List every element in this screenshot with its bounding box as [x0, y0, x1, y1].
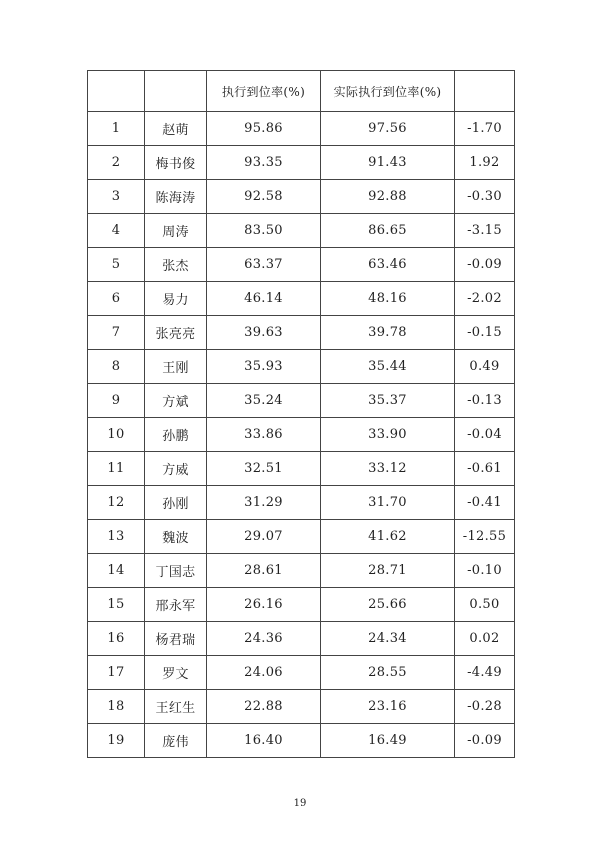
rate-cell: 33.86: [207, 418, 321, 452]
table-row: [88, 316, 515, 350]
diff-cell: -0.10: [455, 554, 515, 588]
actual-rate-cell: 31.70: [321, 486, 455, 520]
actual-rate-cell: 86.65: [321, 214, 455, 248]
rank-cell: 19: [88, 724, 145, 758]
diff-cell: -0.13: [455, 384, 515, 418]
table-row: [88, 486, 515, 520]
rank-cell: 3: [88, 180, 145, 214]
page-number: 19: [293, 798, 307, 809]
rank-cell: 9: [88, 384, 145, 418]
ranking-table: [87, 70, 515, 758]
table-row: [88, 554, 515, 588]
rank-cell: 12: [88, 486, 145, 520]
rate-cell: 32.51: [207, 452, 321, 486]
table-row: [88, 180, 515, 214]
actual-rate-cell: 24.34: [321, 622, 455, 656]
rate-cell: 35.93: [207, 350, 321, 384]
diff-cell: -3.15: [455, 214, 515, 248]
diff-cell: -0.09: [455, 248, 515, 282]
rank-cell: 10: [88, 418, 145, 452]
rate-cell: 95.86: [207, 112, 321, 146]
name-cell: 杨君瑞: [145, 622, 207, 656]
table-row: [88, 520, 515, 554]
name-cell: 赵萌: [145, 112, 207, 146]
diff-cell: 0.49: [455, 350, 515, 384]
table-row: [88, 214, 515, 248]
table-row: [88, 622, 515, 656]
actual-rate-cell: 41.62: [321, 520, 455, 554]
diff-cell: -0.15: [455, 316, 515, 350]
actual-rate-cell: 28.55: [321, 656, 455, 690]
name-cell: 王红生: [145, 690, 207, 724]
actual-rate-cell: 63.46: [321, 248, 455, 282]
rate-cell: 63.37: [207, 248, 321, 282]
actual-rate-cell: 35.37: [321, 384, 455, 418]
rank-cell: 6: [88, 282, 145, 316]
name-cell: 王刚: [145, 350, 207, 384]
table-row: [88, 384, 515, 418]
name-cell: 罗文: [145, 656, 207, 690]
table-header-row: [88, 71, 515, 112]
header-rate: 执行到位率(%): [207, 71, 321, 112]
actual-rate-cell: 25.66: [321, 588, 455, 622]
actual-rate-cell: 39.78: [321, 316, 455, 350]
table-row: [88, 146, 515, 180]
name-cell: 梅书俊: [145, 146, 207, 180]
actual-rate-cell: 35.44: [321, 350, 455, 384]
diff-cell: -0.61: [455, 452, 515, 486]
rate-cell: 16.40: [207, 724, 321, 758]
table-row: [88, 724, 515, 758]
diff-cell: -0.41: [455, 486, 515, 520]
actual-rate-cell: 16.49: [321, 724, 455, 758]
diff-cell: 0.50: [455, 588, 515, 622]
actual-rate-cell: 28.71: [321, 554, 455, 588]
name-cell: 丁国志: [145, 554, 207, 588]
diff-cell: 1.92: [455, 146, 515, 180]
name-cell: 陈海涛: [145, 180, 207, 214]
rank-cell: 7: [88, 316, 145, 350]
rank-cell: 2: [88, 146, 145, 180]
rank-cell: 4: [88, 214, 145, 248]
table-row: [88, 350, 515, 384]
actual-rate-cell: 92.88: [321, 180, 455, 214]
name-cell: 魏波: [145, 520, 207, 554]
rank-cell: 11: [88, 452, 145, 486]
diff-cell: -0.28: [455, 690, 515, 724]
name-cell: 张亮亮: [145, 316, 207, 350]
diff-cell: -1.70: [455, 112, 515, 146]
actual-rate-cell: 33.12: [321, 452, 455, 486]
rank-cell: 17: [88, 656, 145, 690]
rank-cell: 8: [88, 350, 145, 384]
diff-cell: -0.04: [455, 418, 515, 452]
rate-cell: 92.58: [207, 180, 321, 214]
actual-rate-cell: 23.16: [321, 690, 455, 724]
table-row: [88, 690, 515, 724]
rate-cell: 29.07: [207, 520, 321, 554]
rate-cell: 46.14: [207, 282, 321, 316]
actual-rate-cell: 91.43: [321, 146, 455, 180]
table-row: [88, 656, 515, 690]
rank-cell: 16: [88, 622, 145, 656]
header-name: [145, 71, 207, 112]
diff-cell: -2.02: [455, 282, 515, 316]
name-cell: 孙鹏: [145, 418, 207, 452]
rank-cell: 18: [88, 690, 145, 724]
rate-cell: 93.35: [207, 146, 321, 180]
rate-cell: 28.61: [207, 554, 321, 588]
rate-cell: 35.24: [207, 384, 321, 418]
table-row: [88, 452, 515, 486]
rank-cell: 13: [88, 520, 145, 554]
table-row: [88, 282, 515, 316]
diff-cell: -4.49: [455, 656, 515, 690]
rank-cell: 1: [88, 112, 145, 146]
table-body: [88, 71, 515, 758]
diff-cell: -12.55: [455, 520, 515, 554]
diff-cell: -0.30: [455, 180, 515, 214]
rate-cell: 24.36: [207, 622, 321, 656]
name-cell: 周涛: [145, 214, 207, 248]
rate-cell: 31.29: [207, 486, 321, 520]
name-cell: 易力: [145, 282, 207, 316]
actual-rate-cell: 33.90: [321, 418, 455, 452]
rate-cell: 39.63: [207, 316, 321, 350]
rank-cell: 5: [88, 248, 145, 282]
rate-cell: 24.06: [207, 656, 321, 690]
name-cell: 邢永军: [145, 588, 207, 622]
name-cell: 方斌: [145, 384, 207, 418]
actual-rate-cell: 48.16: [321, 282, 455, 316]
rate-cell: 26.16: [207, 588, 321, 622]
diff-cell: 0.02: [455, 622, 515, 656]
header-actual-rate: 实际执行到位率(%): [321, 71, 455, 112]
name-cell: 庞伟: [145, 724, 207, 758]
rank-cell: 15: [88, 588, 145, 622]
table-row: [88, 112, 515, 146]
rate-cell: 83.50: [207, 214, 321, 248]
name-cell: 孙刚: [145, 486, 207, 520]
diff-cell: -0.09: [455, 724, 515, 758]
header-rank: [88, 71, 145, 112]
name-cell: 张杰: [145, 248, 207, 282]
header-diff: [455, 71, 515, 112]
table-row: [88, 588, 515, 622]
rate-cell: 22.88: [207, 690, 321, 724]
rank-cell: 14: [88, 554, 145, 588]
table-row: [88, 248, 515, 282]
actual-rate-cell: 97.56: [321, 112, 455, 146]
table-row: [88, 418, 515, 452]
name-cell: 方威: [145, 452, 207, 486]
